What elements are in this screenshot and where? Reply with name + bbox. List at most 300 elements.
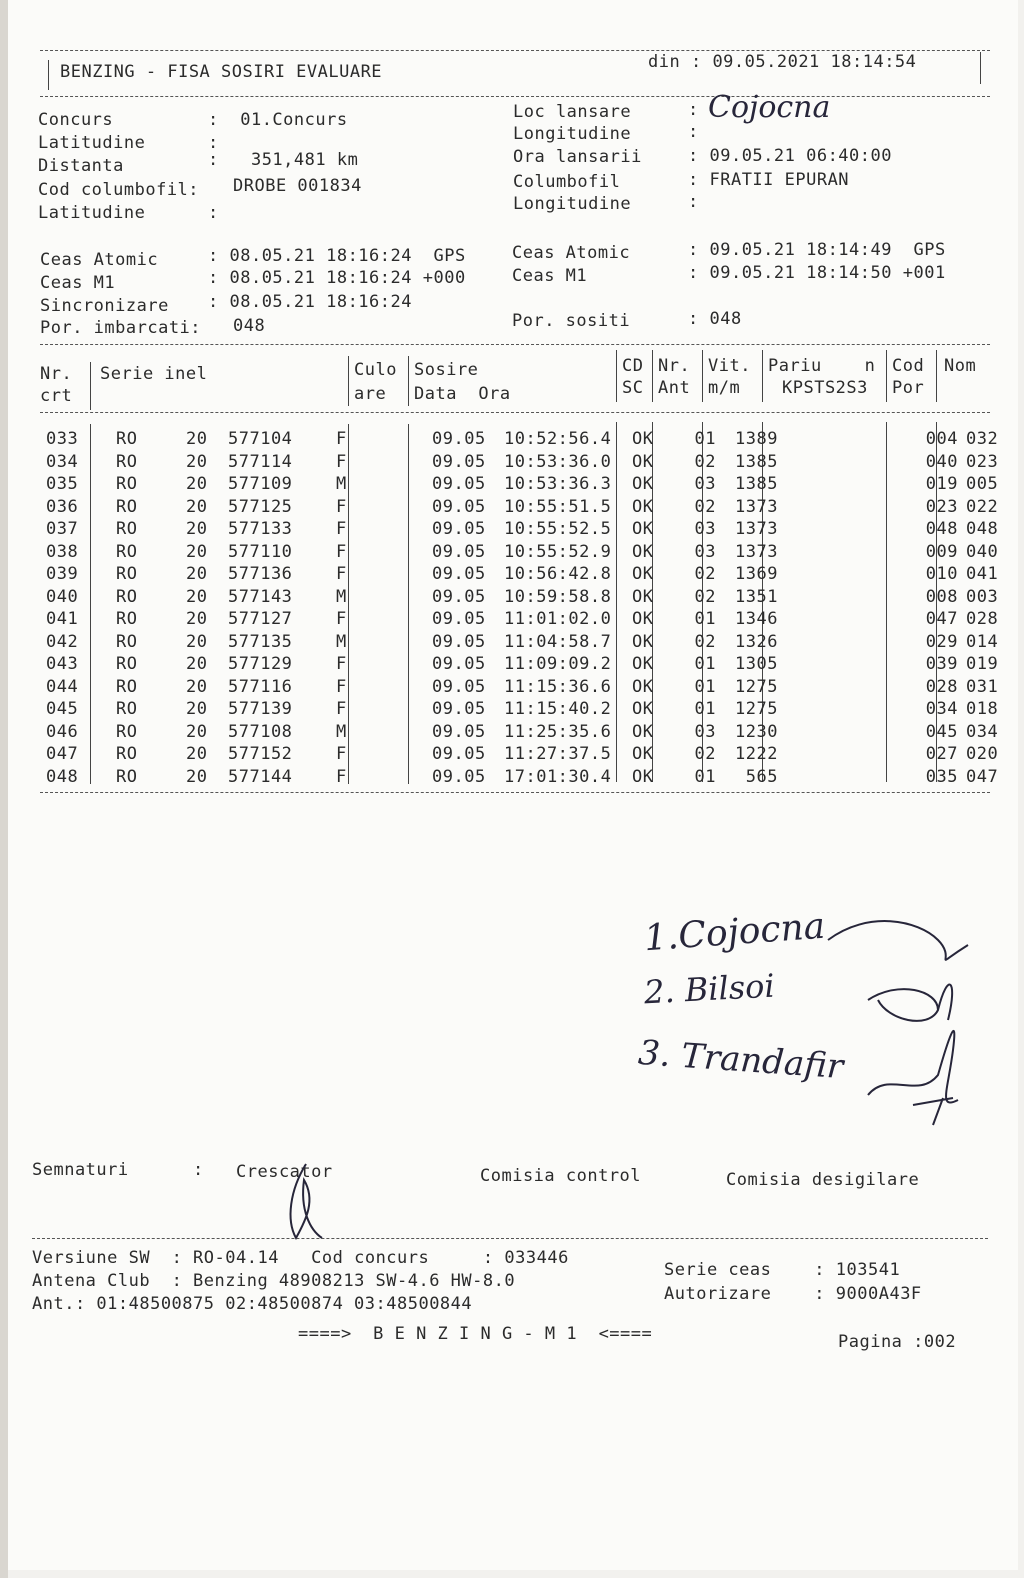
row-country: RO — [116, 609, 138, 630]
clock-label: Sincronizare — [40, 296, 169, 316]
row-ring: 577114 — [228, 451, 293, 472]
row-ring: 577143 — [228, 586, 293, 607]
row-sex: M — [336, 631, 347, 652]
row-time: 11:15:36.6 — [504, 676, 612, 697]
col-sep — [936, 350, 937, 402]
row-antenna: 02 — [694, 496, 716, 517]
info-value: : FRATII EPURAN — [688, 170, 850, 190]
row-nom: 020 — [966, 744, 999, 765]
col-header-cod-sub: Por — [892, 378, 925, 398]
row-time: 11:04:58.7 — [504, 631, 612, 652]
row-sex: M — [336, 721, 347, 742]
table-row — [46, 563, 1006, 586]
row-pariu — [782, 473, 910, 496]
clock-value: : 09.05.21 18:14:49 GPS — [688, 240, 946, 260]
header-right-bar — [980, 52, 981, 84]
handwritten-signature-line: 2. Bilsoi — [643, 966, 776, 1012]
document-title: BENZING - FISA SOSIRI EVALUARE — [60, 62, 383, 82]
row-pariu — [782, 563, 910, 586]
info-label: Distanta — [38, 156, 124, 176]
table-row — [46, 653, 1006, 676]
arrivals-table — [46, 428, 1006, 788]
row-ring: 577104 — [228, 429, 293, 450]
row-time: 11:15:40.2 — [504, 699, 612, 720]
row-ring: 577129 — [228, 654, 293, 675]
paper-edge — [0, 0, 8, 1578]
row-ring: 577144 — [228, 766, 293, 787]
row-speed: 1326 — [735, 631, 778, 652]
row-cdsc: OK — [632, 429, 654, 450]
info-value: : 09.05.21 06:40:00 — [688, 146, 892, 166]
row-year: 20 — [186, 676, 208, 697]
col-header-cod: Cod — [892, 356, 925, 376]
row-year: 20 — [186, 496, 208, 517]
row-date: 09.05 — [432, 744, 486, 765]
row-cdsc: OK — [632, 564, 654, 585]
row-antenna: 01 — [694, 654, 716, 675]
row-time: 17:01:30.4 — [504, 766, 612, 787]
info-label: Longitudine — [513, 124, 632, 144]
row-pariu — [782, 698, 910, 721]
row-nom: 018 — [966, 699, 999, 720]
row-nr: 042 — [46, 631, 79, 652]
col-sep — [616, 350, 617, 402]
row-pariu — [782, 451, 910, 474]
row-year: 20 — [186, 474, 208, 495]
signature-crescator: Crescator — [236, 1162, 333, 1182]
row-year: 20 — [186, 609, 208, 630]
row-speed: 1230 — [735, 721, 778, 742]
row-date: 09.05 — [432, 766, 486, 787]
col-header-cd-sub: SC — [622, 378, 644, 398]
row-cod-por: 008 — [925, 586, 958, 607]
row-year: 20 — [186, 699, 208, 720]
row-cod-por: 034 — [925, 699, 958, 720]
row-speed: 1346 — [735, 609, 778, 630]
row-ring: 577125 — [228, 496, 293, 517]
row-cod-por: 035 — [925, 766, 958, 787]
row-date: 09.05 — [432, 654, 486, 675]
row-culoare — [366, 428, 426, 451]
table-row — [46, 451, 1006, 474]
col-header-serie: Serie inel — [100, 364, 208, 384]
footer-serie-ceas: Serie ceas : 103541 — [664, 1260, 901, 1280]
row-speed: 1385 — [735, 451, 778, 472]
row-year: 20 — [186, 654, 208, 675]
row-country: RO — [116, 654, 138, 675]
row-nom: 040 — [966, 541, 999, 562]
row-date: 09.05 — [432, 429, 486, 450]
row-pariu — [782, 743, 910, 766]
row-nom: 019 — [966, 654, 999, 675]
row-nom: 014 — [966, 631, 999, 652]
row-cdsc: OK — [632, 541, 654, 562]
row-country: RO — [116, 699, 138, 720]
table-row — [46, 631, 1006, 654]
row-culoare — [366, 496, 426, 519]
col-sep — [762, 350, 763, 402]
row-culoare — [366, 721, 426, 744]
row-nom: 022 — [966, 496, 999, 517]
row-speed: 1222 — [735, 744, 778, 765]
table-row — [46, 721, 1006, 744]
clock-label: Ceas M1 — [512, 266, 588, 286]
row-date: 09.05 — [432, 631, 486, 652]
row-speed: 1305 — [735, 654, 778, 675]
row-cod-por: 029 — [925, 631, 958, 652]
row-time: 10:53:36.0 — [504, 451, 612, 472]
col-header-culo: Culo — [354, 360, 397, 380]
row-culoare — [366, 676, 426, 699]
row-nom: 028 — [966, 609, 999, 630]
col-header-sosire: Sosire — [414, 360, 479, 380]
row-year: 20 — [186, 519, 208, 540]
table-row — [46, 676, 1006, 699]
info-label: Loc lansare — [513, 102, 632, 122]
row-cdsc: OK — [632, 451, 654, 472]
info-value: : 01.Concurs — [208, 110, 348, 130]
table-bottom-rule — [40, 792, 990, 793]
row-antenna: 01 — [694, 676, 716, 697]
row-nr: 045 — [46, 699, 79, 720]
row-antenna: 02 — [694, 451, 716, 472]
row-antenna: 02 — [694, 586, 716, 607]
row-nr: 043 — [46, 654, 79, 675]
row-sex: F — [336, 676, 347, 697]
row-country: RO — [116, 631, 138, 652]
row-cod-por: 028 — [925, 676, 958, 697]
clock-value: : 08.05.21 18:16:24 — [208, 292, 412, 312]
row-speed: 1385 — [735, 474, 778, 495]
row-country: RO — [116, 474, 138, 495]
info-value: : — [208, 133, 241, 153]
col-header-sosire-sub: Data Ora — [414, 384, 511, 404]
handwritten-signature-line: 1.Cojocna — [642, 905, 827, 960]
row-cod-por: 023 — [925, 496, 958, 517]
row-country: RO — [116, 586, 138, 607]
row-culoare — [366, 698, 426, 721]
row-speed: 1373 — [735, 541, 778, 562]
row-ring: 577109 — [228, 474, 293, 495]
handwritten-location: Cojocna — [708, 90, 831, 125]
row-ring: 577133 — [228, 519, 293, 540]
footer-ant-line: Ant.: 01:48500875 02:48500874 03:48500844 — [32, 1294, 473, 1314]
row-culoare — [366, 631, 426, 654]
row-pariu — [782, 496, 910, 519]
row-country: RO — [116, 564, 138, 585]
row-sex: F — [336, 609, 347, 630]
row-nr: 039 — [46, 564, 79, 585]
row-nr: 047 — [46, 744, 79, 765]
row-antenna: 01 — [694, 766, 716, 787]
row-culoare — [366, 586, 426, 609]
table-row — [46, 496, 1006, 519]
footer-versiune: Versiune SW : RO-04.14 Cod concurs : 033446 — [32, 1248, 569, 1268]
col-header-ant: Nr. — [658, 356, 691, 376]
col-sep — [408, 356, 409, 406]
info-label: Longitudine — [513, 194, 632, 214]
clock-label: Por. sositi — [512, 311, 631, 331]
col-header-ant-sub: Ant — [658, 378, 691, 398]
row-time: 11:25:35.6 — [504, 721, 612, 742]
row-country: RO — [116, 676, 138, 697]
row-year: 20 — [186, 451, 208, 472]
row-pariu — [782, 586, 910, 609]
clock-label: Por. imbarcati: — [40, 318, 202, 338]
row-ring: 577110 — [228, 541, 293, 562]
row-pariu — [782, 608, 910, 631]
table-row — [46, 473, 1006, 496]
row-cdsc: OK — [632, 586, 654, 607]
row-cod-por: 027 — [925, 744, 958, 765]
row-antenna: 03 — [694, 519, 716, 540]
printout-page — [8, 0, 1018, 1570]
row-sex: F — [336, 654, 347, 675]
row-year: 20 — [186, 744, 208, 765]
row-time: 11:27:37.5 — [504, 744, 612, 765]
info-value: : — [208, 203, 241, 223]
row-antenna: 03 — [694, 474, 716, 495]
handwritten-scribbles — [808, 900, 1008, 1140]
row-antenna: 01 — [694, 699, 716, 720]
col-header-nr: Nr. — [40, 364, 73, 384]
row-time: 10:56:42.8 — [504, 564, 612, 585]
row-culoare — [366, 766, 426, 789]
row-year: 20 — [186, 721, 208, 742]
row-sex: M — [336, 586, 347, 607]
row-time: 10:53:36.3 — [504, 474, 612, 495]
row-country: RO — [116, 496, 138, 517]
print-date: din : 09.05.2021 18:14:54 — [648, 52, 917, 72]
row-pariu — [782, 631, 910, 654]
row-antenna: 03 — [694, 541, 716, 562]
row-pariu — [782, 541, 910, 564]
clock-value: : 08.05.21 18:16:24 GPS — [208, 246, 466, 266]
row-culoare — [366, 541, 426, 564]
row-nr: 048 — [46, 766, 79, 787]
row-sex: F — [336, 541, 347, 562]
table-row — [46, 518, 1006, 541]
row-antenna: 01 — [694, 609, 716, 630]
row-nom: 005 — [966, 474, 999, 495]
signature-control: Comisia control — [480, 1166, 642, 1186]
row-sex: F — [336, 519, 347, 540]
row-cod-por: 019 — [925, 474, 958, 495]
col-header-pariu-sub: KPSTS2S3 — [782, 378, 868, 398]
signature-desigilare: Comisia desigilare — [726, 1170, 920, 1190]
clock-label: Ceas Atomic — [40, 250, 159, 270]
info-value: : 351,481 km — [208, 150, 359, 170]
row-country: RO — [116, 451, 138, 472]
row-country: RO — [116, 721, 138, 742]
row-sex: F — [336, 699, 347, 720]
row-year: 20 — [186, 429, 208, 450]
row-culoare — [366, 608, 426, 631]
footer-pagina: Pagina :002 — [838, 1332, 957, 1352]
row-country: RO — [116, 766, 138, 787]
row-pariu — [782, 721, 910, 744]
row-nom: 032 — [966, 429, 999, 450]
row-cdsc: OK — [632, 766, 654, 787]
row-cod-por: 045 — [925, 721, 958, 742]
table-row — [46, 766, 1006, 789]
row-culoare — [366, 743, 426, 766]
info-label: Ora lansarii — [513, 147, 642, 167]
row-ring: 577108 — [228, 721, 293, 742]
table-top-rule — [40, 344, 990, 345]
row-antenna: 02 — [694, 564, 716, 585]
row-cdsc: OK — [632, 609, 654, 630]
header-top-rule — [40, 50, 990, 51]
row-nom: 048 — [966, 519, 999, 540]
row-speed: 1351 — [735, 586, 778, 607]
col-header-nr-sub: crt — [40, 386, 73, 406]
row-cod-por: 010 — [925, 564, 958, 585]
row-cod-por: 009 — [925, 541, 958, 562]
row-ring: 577152 — [228, 744, 293, 765]
row-culoare — [366, 451, 426, 474]
row-year: 20 — [186, 541, 208, 562]
handwritten-signature-line: 3. Trandafir — [636, 1032, 845, 1088]
row-sex: F — [336, 451, 347, 472]
row-nom: 034 — [966, 721, 999, 742]
row-date: 09.05 — [432, 541, 486, 562]
row-date: 09.05 — [432, 609, 486, 630]
row-culoare — [366, 653, 426, 676]
row-speed: 1373 — [735, 496, 778, 517]
row-ring: 577136 — [228, 564, 293, 585]
col-header-vit: Vit. — [708, 356, 751, 376]
row-cod-por: 004 — [925, 429, 958, 450]
row-cdsc: OK — [632, 496, 654, 517]
row-nr: 034 — [46, 451, 79, 472]
row-nr: 038 — [46, 541, 79, 562]
col-header-vit-sub: m/m — [708, 378, 741, 398]
row-cdsc: OK — [632, 676, 654, 697]
row-country: RO — [116, 744, 138, 765]
header-bottom-rule — [40, 96, 990, 97]
row-ring: 577116 — [228, 676, 293, 697]
row-speed: 1275 — [735, 699, 778, 720]
col-header-nom: Nom — [944, 356, 977, 376]
footer-autorizare: Autorizare : 9000A43F — [664, 1284, 922, 1304]
row-antenna: 02 — [694, 744, 716, 765]
col-sep — [348, 356, 349, 406]
info-label: Latitudine — [38, 203, 146, 223]
row-cdsc: OK — [632, 744, 654, 765]
row-time: 10:55:51.5 — [504, 496, 612, 517]
row-country: RO — [116, 541, 138, 562]
clock-value: : 09.05.21 18:14:50 +001 — [688, 263, 946, 283]
row-date: 09.05 — [432, 676, 486, 697]
row-speed: 565 — [745, 766, 778, 787]
row-pariu — [782, 428, 910, 451]
table-row — [46, 608, 1006, 631]
footer-antena: Antena Club : Benzing 48908213 SW-4.6 HW-8.0 — [32, 1271, 516, 1291]
row-cdsc: OK — [632, 699, 654, 720]
row-cod-por: 048 — [925, 519, 958, 540]
col-sep — [90, 362, 91, 410]
row-cod-por: 040 — [925, 451, 958, 472]
row-nom: 047 — [966, 766, 999, 787]
table-row — [46, 428, 1006, 451]
row-cdsc: OK — [632, 721, 654, 742]
row-antenna: 03 — [694, 721, 716, 742]
row-time: 10:55:52.5 — [504, 519, 612, 540]
row-pariu — [782, 766, 910, 789]
table-row — [46, 586, 1006, 609]
signatures-label: Semnaturi : — [32, 1160, 226, 1180]
row-year: 20 — [186, 586, 208, 607]
col-header-pariu: Pariu n — [768, 356, 876, 376]
row-ring: 577135 — [228, 631, 293, 652]
row-nr: 035 — [46, 474, 79, 495]
row-culoare — [366, 563, 426, 586]
row-pariu — [782, 676, 910, 699]
clock-label: Ceas Atomic — [512, 243, 631, 263]
row-speed: 1389 — [735, 429, 778, 450]
row-date: 09.05 — [432, 474, 486, 495]
row-speed: 1369 — [735, 564, 778, 585]
row-country: RO — [116, 429, 138, 450]
clock-value: : 08.05.21 18:16:24 +000 — [208, 268, 466, 288]
row-sex: M — [336, 474, 347, 495]
row-date: 09.05 — [432, 721, 486, 742]
clock-value: 048 — [233, 316, 266, 336]
row-year: 20 — [186, 564, 208, 585]
crescator-signature-mark — [276, 1160, 336, 1242]
row-sex: F — [336, 496, 347, 517]
row-date: 09.05 — [432, 699, 486, 720]
info-label: Columbofil — [513, 172, 621, 192]
row-pariu — [782, 653, 910, 676]
row-date: 09.05 — [432, 451, 486, 472]
row-cdsc: OK — [632, 654, 654, 675]
row-nr: 037 — [46, 519, 79, 540]
table-row — [46, 541, 1006, 564]
row-ring: 577139 — [228, 699, 293, 720]
row-date: 09.05 — [432, 519, 486, 540]
info-value: DROBE 001834 — [233, 176, 362, 196]
row-country: RO — [116, 519, 138, 540]
row-ring: 577127 — [228, 609, 293, 630]
info-value: : — [688, 122, 710, 142]
row-antenna: 01 — [694, 429, 716, 450]
row-cod-por: 047 — [925, 609, 958, 630]
row-nr: 033 — [46, 429, 79, 450]
table-row — [46, 698, 1006, 721]
clock-value: : 048 — [688, 309, 742, 329]
col-sep — [652, 350, 653, 402]
row-cdsc: OK — [632, 474, 654, 495]
row-date: 09.05 — [432, 586, 486, 607]
row-antenna: 02 — [694, 631, 716, 652]
table-row — [46, 743, 1006, 766]
header-left-bar — [48, 60, 49, 90]
row-sex: F — [336, 766, 347, 787]
row-speed: 1373 — [735, 519, 778, 540]
row-pariu — [782, 518, 910, 541]
row-time: 11:01:02.0 — [504, 609, 612, 630]
footer-rule — [32, 1238, 988, 1239]
row-nr: 041 — [46, 609, 79, 630]
row-nom: 031 — [966, 676, 999, 697]
row-nr: 046 — [46, 721, 79, 742]
info-label: Latitudine — [38, 133, 146, 153]
row-sex: F — [336, 564, 347, 585]
row-culoare — [366, 518, 426, 541]
info-label: Cod columbofil: — [38, 180, 200, 200]
